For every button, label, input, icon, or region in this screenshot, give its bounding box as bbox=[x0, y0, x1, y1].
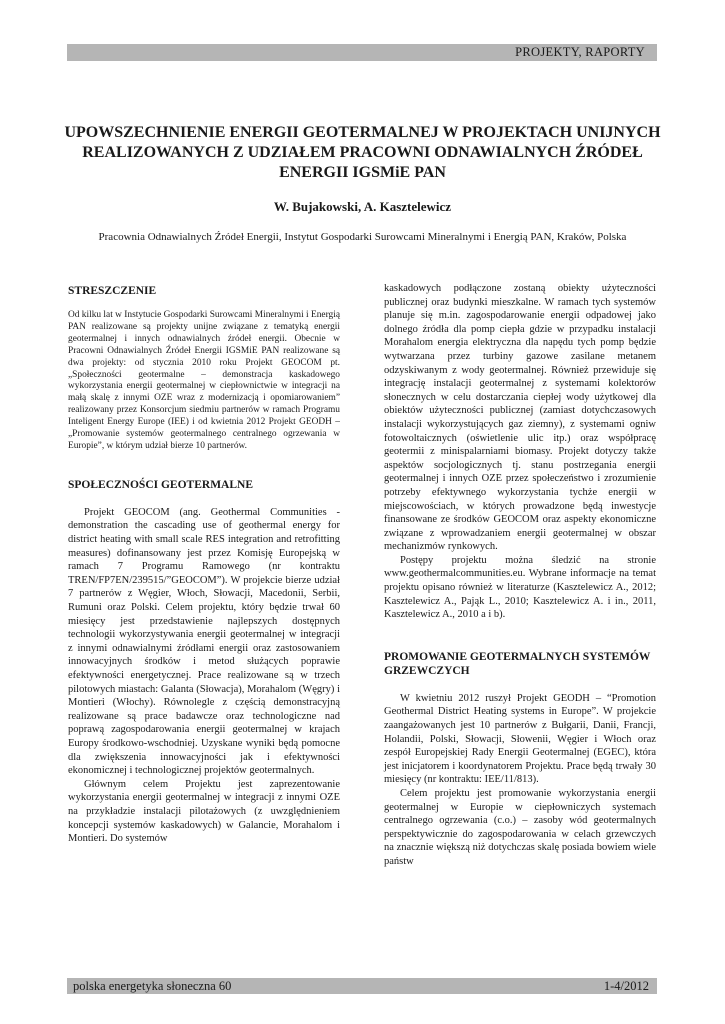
body-paragraph: Głównym celem Projektu jest zaprezentowanie wykorzystania energii geotermalnej w integracji z innymi OZE na przykładzie instalacji pilotażowych (z uwzględnieniem koncepcji systemów kaskadowych) w Galancie, Morahalom i Montieri. Do systemów bbox=[68, 778, 340, 845]
authors: W. Bujakowski, A. Kasztelewicz bbox=[273, 199, 452, 214]
journal-name: polska energetyka słoneczna 60 bbox=[73, 979, 232, 993]
body-paragraph: Postępy projektu można śledzić na stronie www.geothermalcommunities.eu. Wybrane informacje na temat projektu opisano również w literaturze (Kasztelewicz A., 2012; Kasztelewicz A., Pająk L., 2010; Kasztelewicz A. i in., 2011, Kasztelewicz A., 2010 a i b). bbox=[384, 554, 656, 621]
body-paragraph: kaskadowych podłączone zostaną obiekty użyteczności publicznej oraz budynki mieszkalne. W ramach tych systemów planuje się m.in. zagospodarowanie energii odpadowej jako dolnego źródła dla pomp ciepła gdzie w przypadku instalacji Morahalom energia elektryczna dla napędu tych pomp będzie wytwarzana przez turbiny gazowe zasilane metanem odzyskiwanym z wody geotermalnej. Również przewiduje się integrację instalacji geotermalnej z systemami kolektorów słonecznych w celu dostarczania ciepłej wody użytkowej dla obiektów użyteczności publicznej (zamiast dotychczasowych instalacji wykorzystujących gaz ziemny), z systemami ogniw fotowoltaicznych (oświetlenie ulic itp.) oraz współpracę geotermii z minispalarniami biomasy. Projekt dotyczy także aspektów socjologicznych tj. stanu postrzegania energii geotermalnej i innych OZE przez społeczeństwo i zrozumienie potrzeby efektywnego wykorzystania tychże energii w miejscowościach, w których prowadzone będą inwestycje finansowane ze środków GEOCOM oraz aspekty ekonomiczne związane z wprowadzaniem energii geotermalnej w obszar mechanizmów rynkowych. bbox=[384, 283, 656, 553]
right-column bbox=[384, 282, 656, 869]
abstract-text: Od kilku lat w Instytucie Gospodarki Surowcami Mineralnymi i Energią PAN realizowane są projekty unijne związane z tematyką energii geotermalnej i innych odnawialnych źródeł energii. Obecnie w Pracowni Odnawialnych Źródeł Energii IGSMiE PAN realizowane są dwa projekty: od stycznia 2010 roku Projekt GEOCOM pt. „Społeczności geotermalne – demonstracja kaskadowego wykorzystania energii geotermalnej w ciepłownictwie w integracji na małą skalę z innymi OZE wraz z modernizacją i opomiarowaniem” realizowany przez Konsorcjum siedmiu partnerów w ramach Programu Inteligent Energy Europe (IEE) i od kwietnia 2012 Projekt GEODH – „Promowanie systemów geotermalnego centralnego ogrzewania w Europie”, w którym udział bierze 10 partnerów. bbox=[68, 310, 340, 451]
section-heading-geodh: PROMOWANIE GEOTERMALNYCH SYSTEMÓW GRZEWCZYCH bbox=[384, 650, 651, 677]
running-footer bbox=[67, 978, 657, 994]
running-header bbox=[67, 44, 657, 61]
body-paragraph: Projekt GEOCOM (ang. Geothermal Communities - demonstration the cascading use of geothermal energy for district heating with small scale RES integration and retrofitting measures) dofinansowany jest przez Komisję Europejską w ramach 7 Programu Ramowego (nr kontraktu TREN/FP7EN/239515/”GEOCOM”). W projekcie bierze udział 7 partnerów z Węgier, Włoch, Słowacji, Macedonii, Serbii, Rumuni oraz Polski. Celem projektu, który będzie trwał 60 miesięcy jest przedstawienie najlepszych dostępnych technologii wykorzystywania energii geotermalnej w integracji z innymi odnawialnymi źródłami energii oraz zastosowaniem innowacyjnych środków i metod służących poprawie efektywności energetycznej. Prace realizowane są w trzech pilotowych miastach: Galanta (Słowacja), Morahalom (Węgry) i Montieri (Włochy). Równolegle z częścią demonstracyjną realizowane są prace badawcze oraz technologiczne nad poprawą zagospodarowania energii geotermalnej w krajach Europy środkowo-wschodniej. Uzyskane wyniki będą pomocne dla zwiększenia innowacyjności jak i efektywności ekonomicznej i technologicznej projektów geotermalnych. bbox=[68, 506, 340, 777]
article-title: UPOWSZECHNIENIE ENERGII GEOTERMALNEJ W PROJEKTACH UNIJNYCH REALIZOWANYCH Z UDZIAŁEM PRACOWNI ODNAWIALNYCH ŹRÓDEŁ ENERGII IGSMiE PAN bbox=[64, 124, 661, 181]
issue-number: 1-4/2012 bbox=[603, 979, 649, 993]
section-heading-geothermal-communities: SPOŁECZNOŚCI GEOTERMALNE bbox=[68, 478, 253, 491]
body-paragraph: Celem projektu jest promowanie wykorzystania energii geotermalnej w Europie w ciepłowniczych systemach centralnego ogrzewania (c.o.) – zasoby wód geotermalnych perspektywicznie do zagospodarowania w celach grzewczych na znacznie większą niż dotychczas skalę posiada bowiem wiele państw bbox=[384, 788, 656, 867]
body-paragraph: W kwietniu 2012 ruszył Projekt GEODH – “Promotion Geothermal District Heating systems in Europe”. W projekcie zaangażowanych jest 10 partnerów z Bułgarii, Danii, Francji, Holandii, Polski, Słowacji, Słowenii, Węgier i Włoch oraz zespół Europejskiej Rady Energii Geotermalnej (EGEC), która jest inicjatorem i koordynatorem Projektu. Prace będą trwały 30 miesięcy (nr kontraktu: IEE/11/813). bbox=[384, 692, 656, 786]
left-column bbox=[68, 284, 340, 846]
abstract-heading: STRESZCZENIE bbox=[68, 285, 157, 297]
section-label: PROJEKTY, RAPORTY bbox=[515, 45, 645, 59]
affiliation: Pracownia Odnawialnych Źródeł Energii, Instytut Gospodarki Surowcami Mineralnymi i Energią PAN, Kraków, Polska bbox=[98, 231, 627, 243]
